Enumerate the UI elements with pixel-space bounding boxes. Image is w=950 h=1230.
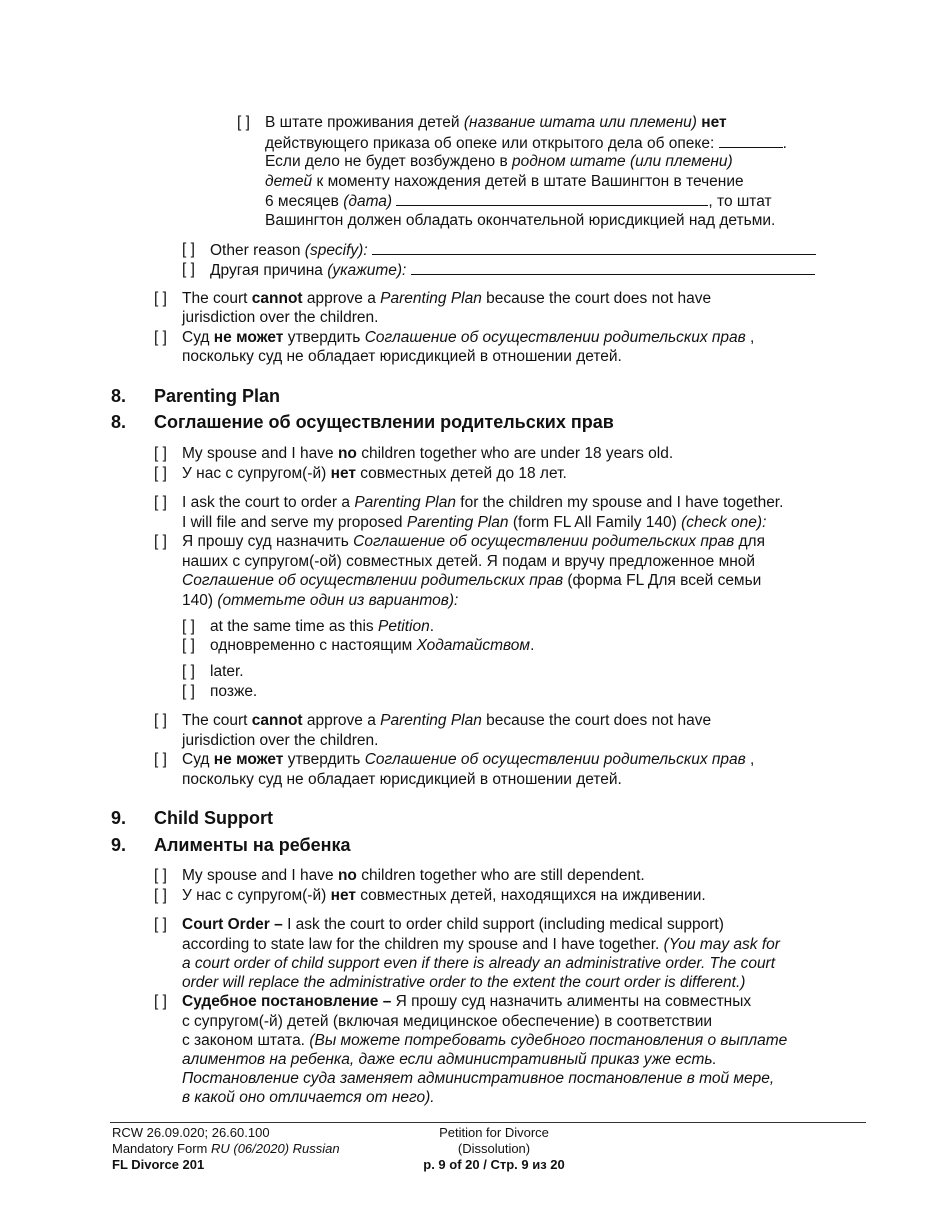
section-number: 8. [111,386,127,406]
checkbox[interactable]: [ ] [154,887,167,904]
section-number: 8. [111,412,127,432]
ask-ru-2: наших с супругом(-ой) совместных детей. Я подам и вручу предложенное мной [182,553,756,570]
footer-form-id: FL Divorce 201 [112,1157,205,1172]
checkbox[interactable]: [ ] [182,663,195,680]
state-line-2: действующего приказа об опеке или открытого дела об опеке: . [265,135,787,152]
checkbox[interactable]: [ ] [182,241,195,258]
footer-subtitle: (Dissolution) [457,1141,531,1156]
court-order-ru-5: Постановление суда заменяет административное постановление в той мере, [182,1070,775,1087]
checkbox[interactable]: [ ] [154,916,167,933]
page-number: p. 9 of 20 / Стр. 9 из 20 [423,1157,565,1172]
ask-ru-3: Соглашение об осуществлении родительских прав (форма FL Для всей семьи [182,572,762,589]
court-order-en-1: Court Order – I ask the court to order child support (including medical support) [182,916,724,933]
footer-form: Mandatory Form RU (06/2020) Russian [112,1141,340,1156]
section-title-ru: Алименты на ребенка [154,835,351,855]
checkbox[interactable]: [ ] [154,329,167,346]
checkbox[interactable]: [ ] [237,114,250,131]
later-en: later. [210,663,244,680]
checkbox[interactable]: [ ] [154,465,167,482]
court-order-ru-2: с супругом(-й) детей (включая медицинское обеспечение) в соответствии [182,1013,713,1030]
ask-en-1: I ask the court to order a Parenting Plan for the children my spouse and I have together. [182,494,784,511]
checkbox[interactable]: [ ] [182,637,195,654]
blank-field[interactable] [719,133,783,148]
cannot-en-1: The court cannot approve a Parenting Plan because the court does not have [182,290,712,307]
cannot-en-2: jurisdiction over the children. [182,732,379,749]
checkbox[interactable]: [ ] [154,712,167,729]
court-order-en-3: a court order of child support even if there is already an administrative order. The court [182,955,776,972]
checkbox[interactable]: [ ] [154,751,167,768]
state-line-4: детей к моменту нахождения детей в штате Вашингтон в течение [265,173,744,190]
court-order-ru-4: алиментов на ребенка, даже если административный приказ уже есть. [182,1051,717,1068]
cannot-ru-2: поскольку суд не обладает юрисдикцией в отношении детей. [182,771,622,788]
state-line-3: Если дело не будет возбуждено в родном штате (или племени) [265,153,733,170]
cannot-ru-2: поскольку суд не обладает юрисдикцией в отношении детей. [182,348,622,365]
date-field[interactable] [396,191,708,206]
no-children-en: My spouse and I have no children together who are under 18 years old. [182,445,674,462]
section-number: 9. [111,808,127,828]
court-order-ru-3: с законом штата. (Вы можете потребовать судебного постановления о выплате [182,1032,788,1049]
later-ru: позже. [210,683,258,700]
other-reason-field[interactable] [372,240,816,255]
no-dependent-ru: У нас с супругом(-й) нет совместных детей, находящихся на иждивении. [182,887,706,904]
other-reason-field-ru[interactable] [411,260,815,275]
footer-title: Petition for Divorce [439,1125,549,1140]
court-order-en-4: order will replace the administrative order to the extent the court order is different.) [182,974,746,991]
court-order-ru-6: в какой оно отличается от него). [182,1089,435,1106]
ask-en-2: I will file and serve my proposed Parenting Plan (form FL All Family 140) (check one): [182,514,767,531]
checkbox[interactable]: [ ] [154,867,167,884]
no-children-ru: У нас с супругом(-й) нет совместных детей до 18 лет. [182,465,567,482]
court-order-en-2: according to state law for the children my spouse and I have together. (You may ask for [182,936,780,953]
cannot-ru-1: Суд не может утвердить Соглашение об осуществлении родительских прав , [182,751,755,768]
cannot-en-1: The court cannot approve a Parenting Plan because the court does not have [182,712,712,729]
checkbox[interactable]: [ ] [154,494,167,511]
footer-rcw: RCW 26.09.020; 26.60.100 [112,1125,270,1140]
state-line-6: Вашингтон должен обладать окончательной юрисдикцией над детьми. [265,212,776,229]
checkbox[interactable]: [ ] [154,993,167,1010]
state-line-5: 6 месяцев (дата) , то штат [265,193,772,210]
other-reason-en: Other reason (specify): [210,240,816,260]
other-reason-ru: Другая причина (укажите): [210,260,815,280]
cannot-ru-1: Суд не может утвердить Соглашение об осуществлении родительских прав , [182,329,755,346]
no-dependent-en: My spouse and I have no children together who are still dependent. [182,867,645,884]
state-line-1: В штате проживания детей (название штата или племени) нет [265,114,727,131]
checkbox[interactable]: [ ] [182,618,195,635]
checkbox[interactable]: [ ] [182,683,195,700]
checkbox[interactable]: [ ] [154,290,167,307]
court-order-ru-1: Судебное постановление – Я прошу суд назначить алименты на совместных [182,993,752,1010]
same-time-ru: одновременно с настоящим Ходатайством. [210,637,535,654]
ask-ru-4: 140) (отметьте один из вариантов): [182,592,459,609]
ask-ru-1: Я прошу суд назначить Соглашение об осуществлении родительских прав для [182,533,765,550]
section-title-en: Child Support [154,808,273,828]
cannot-en-2: jurisdiction over the children. [182,309,379,326]
footer-divider [110,1122,866,1123]
checkbox[interactable]: [ ] [154,533,167,550]
checkbox[interactable]: [ ] [182,261,195,278]
same-time-en: at the same time as this Petition. [210,618,435,635]
section-title-ru: Соглашение об осуществлении родительских прав [154,412,614,432]
checkbox[interactable]: [ ] [154,445,167,462]
section-title-en: Parenting Plan [154,386,281,406]
section-number: 9. [111,835,127,855]
